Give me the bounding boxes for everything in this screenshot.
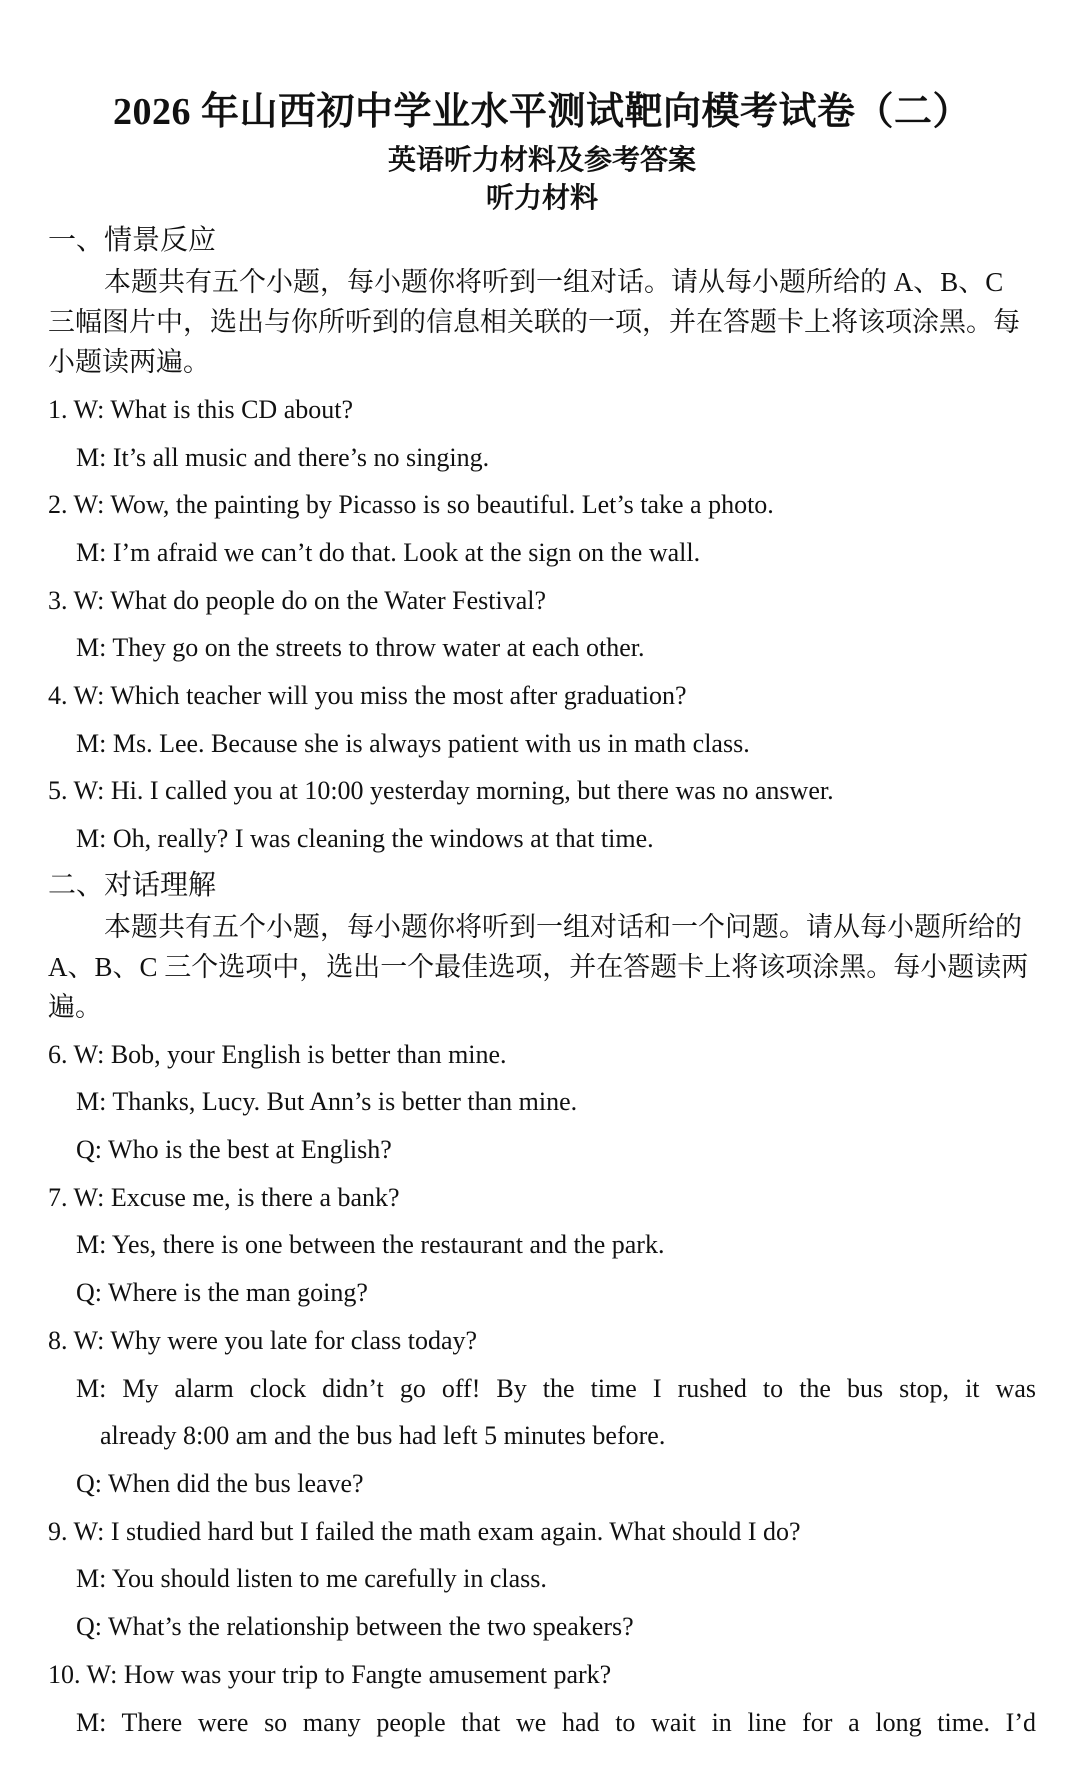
dialogue-line-continued: already 8:00 am and the bus had left 5 minutes before. <box>100 1421 666 1451</box>
dialogue-line: M: Yes, there is one between the restaurant and the park. <box>76 1230 665 1260</box>
dialogue-line: 10. W: How was your trip to Fangte amusement park? <box>48 1659 612 1689</box>
dialogue-line: 2. W: Wow, the painting by Picasso is so beautiful. Let’s take a photo. <box>48 490 774 520</box>
dialogue-line: M: It’s all music and there’s no singing. <box>76 442 490 472</box>
section-heading-1: 一、情景反应 <box>48 225 217 256</box>
section-heading-2: 二、对话理解 <box>48 869 217 901</box>
dialogue-line: 8. W: Why were you late for class today? <box>48 1325 478 1355</box>
section-subtitle: 听力材料 <box>485 183 598 214</box>
dialogue-line: 5. W: Hi. I called you at 10:00 yesterday morning, but there was no answer. <box>48 776 834 806</box>
dialogue-line: M: Ms. Lee. Because she is always patient with us in math class. <box>76 728 750 758</box>
dialogue-line: M: My alarm clock didn’t go off! By the time I rushed to the bus stop, it was <box>76 1373 1036 1403</box>
page-title: 2026 年山西初中学业水平测试靶向模考试卷（二） <box>112 91 971 133</box>
dialogue-line: M: Oh, really? I was cleaning the windows at that time. <box>76 824 654 854</box>
page-subtitle: 英语听力材料及参考答案 <box>387 145 696 176</box>
dialogue-line: M: I’m afraid we can’t do that. Look at the sign on the wall. <box>76 537 701 567</box>
dialogue-line: M: You should listen to me carefully in class. <box>76 1564 547 1594</box>
dialogue-line: Q: Where is the man going? <box>76 1278 368 1308</box>
dialogue-line: 1. W: What is this CD about? <box>48 394 353 424</box>
dialogue-line: Q: Who is the best at English? <box>76 1135 392 1165</box>
dialogue-line: M: Thanks, Lucy. But Ann’s is better than mine. <box>76 1087 578 1117</box>
dialogue-line: 7. W: Excuse me, is there a bank? <box>48 1182 400 1212</box>
dialogue-line: Q: What’s the relationship between the two speakers? <box>76 1611 634 1641</box>
dialogue-line: M: There were so many people that we had to wait in line for a long time. I’d <box>76 1707 1036 1737</box>
dialogue-line: 3. W: What do people do on the Water Festival? <box>48 585 547 615</box>
dialogue-line: 4. W: Which teacher will you miss the most after graduation? <box>48 680 687 710</box>
dialogue-line: M: They go on the streets to throw water at each other. <box>76 633 645 663</box>
dialogue-line: 9. W: I studied hard but I failed the math exam again. What should I do? <box>48 1516 801 1546</box>
section-instruction-2: 本题共有五个小题，每小题你将听到一组对话和一个问题。请从每小题所给的 A、B、C 三个选项中，选出一个最佳选项，并在答题卡上将该项涂黑。每小题读两遍。 <box>48 911 1029 1022</box>
section-instruction-1: 本题共有五个小题，每小题你将听到一组对话。请从每小题所给的 A、B、C 三幅图片中，选出与你所听到的信息相关联的一项，并在答题卡上将该项涂黑。每小题读两遍。 <box>48 267 1020 377</box>
dialogue-line: 6. W: Bob, your English is better than mine. <box>48 1039 507 1069</box>
dialogue-line: Q: When did the bus leave? <box>76 1468 364 1498</box>
